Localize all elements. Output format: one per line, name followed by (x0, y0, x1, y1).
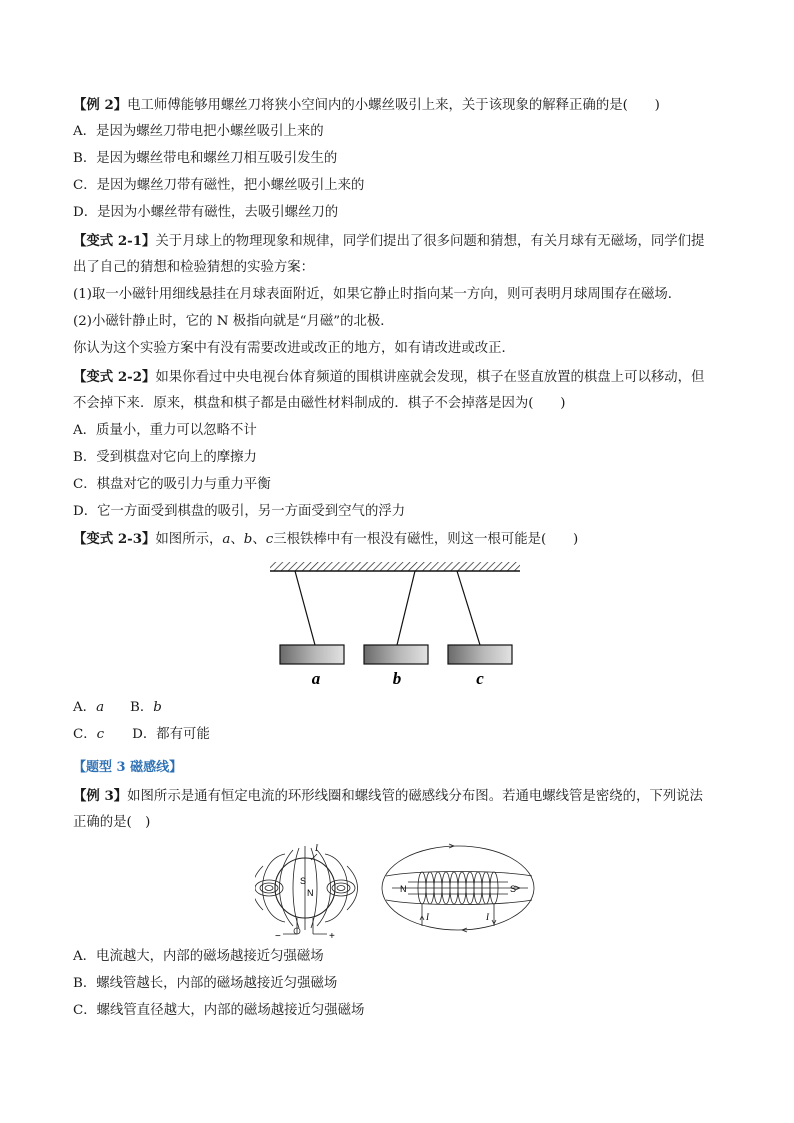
ex3-option-c: C．螺线管直径越大，内部的磁场越接近匀强磁场 (73, 1003, 365, 1018)
solenoid-n-label: N (400, 884, 407, 894)
ex2-tag: 【例 2】 (73, 97, 128, 113)
ring-s-label: S (300, 876, 307, 886)
ex3-stem-line1 (73, 786, 734, 807)
ex2-option-a: A．是因为螺丝刀带电把小螺丝吸引上来的 (73, 124, 324, 139)
v22-option-c: C．棋盘对它的吸引力与重力平衡 (73, 477, 271, 492)
v23-option-d: D．都有可能 (132, 727, 210, 742)
v22-option-d: D．它一方面受到棋盘的吸引，另一方面受到空气的浮力 (73, 504, 406, 519)
v22-stem1: 如果你看过中央电视台体育频道的围棋讲座就会发现，棋子在竖直放置的棋盘上可以移动，但 (155, 370, 705, 385)
v22-stem-line2: 不会掉下来．原来，棋盘和棋子都是由磁性材料制成的．棋子不会掉落是因为( ) (73, 396, 566, 411)
ex2-stem-line (73, 95, 734, 116)
v21-point2: (2)小磁针静止时，它的 N 极指向就是“月磁”的北极． (73, 314, 394, 329)
v21-stem-line1 (73, 231, 734, 252)
solenoid-s-label: S (510, 884, 517, 894)
iron-rods-figure (260, 556, 530, 691)
ex2-option-d: D．是因为小螺丝带有磁性，去吸引螺丝刀的 (73, 205, 339, 220)
v23-stem-a: 如图所示， (155, 532, 223, 547)
ring-coil-figure (255, 840, 365, 942)
ring-current-label: I (315, 843, 318, 853)
v23-var-a: a (222, 532, 231, 547)
v21-point3: 你认为这个实验方案中有没有需要改进或改正的地方，如有请改进或改正． (73, 341, 515, 356)
v23-stem-b: 三根铁棒中有一根没有磁性，则这一根可能是( ) (273, 532, 579, 547)
v22-option-a: A．质量小，重力可以忽略不计 (73, 423, 257, 438)
v23-sep1: 、 (230, 532, 244, 547)
ex3-option-a: A．电流越大，内部的磁场越接近匀强磁场 (73, 949, 324, 964)
v21-tag: 【变式 2-1】 (73, 233, 156, 249)
v23-stem-line (73, 529, 734, 550)
v21-point1: (1)取一小磁针用细线悬挂在月球表面附近，如果它静止时指向某一方向，则可表明月球周围存在磁场． (73, 287, 682, 302)
ring-n-label: N (307, 888, 314, 898)
ex3-stem-line2: 正确的是( ) (73, 815, 151, 830)
v23-sep2: 、 (252, 532, 266, 547)
v22-tag: 【变式 2-2】 (73, 369, 156, 385)
v23-option-b-var: b (153, 700, 162, 715)
v23-tag: 【变式 2-3】 (73, 531, 156, 547)
v23-options-cd (73, 725, 734, 745)
v23-option-b-prefix: B． (130, 700, 154, 715)
rod-label-c: c (476, 669, 484, 688)
solenoid-current-label-2: I (486, 912, 489, 922)
rod-b (364, 645, 428, 664)
rod-label-a: a (311, 669, 321, 688)
solenoid-current-label-1: I (426, 912, 429, 922)
string-c (457, 571, 480, 645)
v22-stem-line1 (73, 367, 734, 388)
v23-option-c-prefix: C． (73, 727, 97, 742)
ring-plus-label: + (329, 931, 335, 942)
v21-stem-line2: 出了自己的猜想和检验猜想的实验方案： (73, 260, 315, 275)
ring-minus-label: − (275, 931, 281, 942)
v22-option-b: B．受到棋盘对它向上的摩擦力 (73, 450, 257, 465)
v23-option-c-var: c (96, 727, 105, 742)
ex2-option-c: C．是因为螺丝刀带有磁性，把小螺丝吸引上来的 (73, 178, 365, 193)
v23-var-c: c (265, 532, 274, 547)
rod-a (280, 645, 344, 664)
v23-option-a-var: a (96, 700, 105, 715)
v23-options-ab (73, 698, 734, 718)
ceiling-hatch (270, 562, 520, 571)
string-b (397, 571, 415, 645)
ex3-tag: 【例 3】 (73, 788, 128, 804)
v23-option-a-prefix: A． (73, 700, 97, 715)
string-a (295, 571, 315, 645)
rod-label-b: b (392, 669, 402, 688)
v21-stem1: 关于月球上的物理现象和规律，同学们提出了很多问题和猜想，有关月球有无磁场，同学们提 (155, 234, 705, 249)
ex2-option-b: B．是因为螺丝带电和螺丝刀相互吸引发生的 (73, 151, 338, 166)
ex3-stem1: 如图所示是通有恒定电流的环形线圈和螺线管的磁感线分布图。若通电螺线管是密绕的，下列说法 (127, 789, 703, 804)
solenoid-figure (378, 838, 540, 938)
section-heading: 【题型 3 磁感线】 (73, 760, 183, 775)
rod-c (448, 645, 512, 664)
ex2-stem: 电工师傅能够用螺丝刀将狭小空间内的小螺丝吸引上来，关于该现象的解释正确的是( ) (127, 98, 660, 113)
ex3-option-b: B．螺线管越长，内部的磁场越接近匀强磁场 (73, 976, 338, 991)
v23-var-b: b (243, 532, 253, 547)
